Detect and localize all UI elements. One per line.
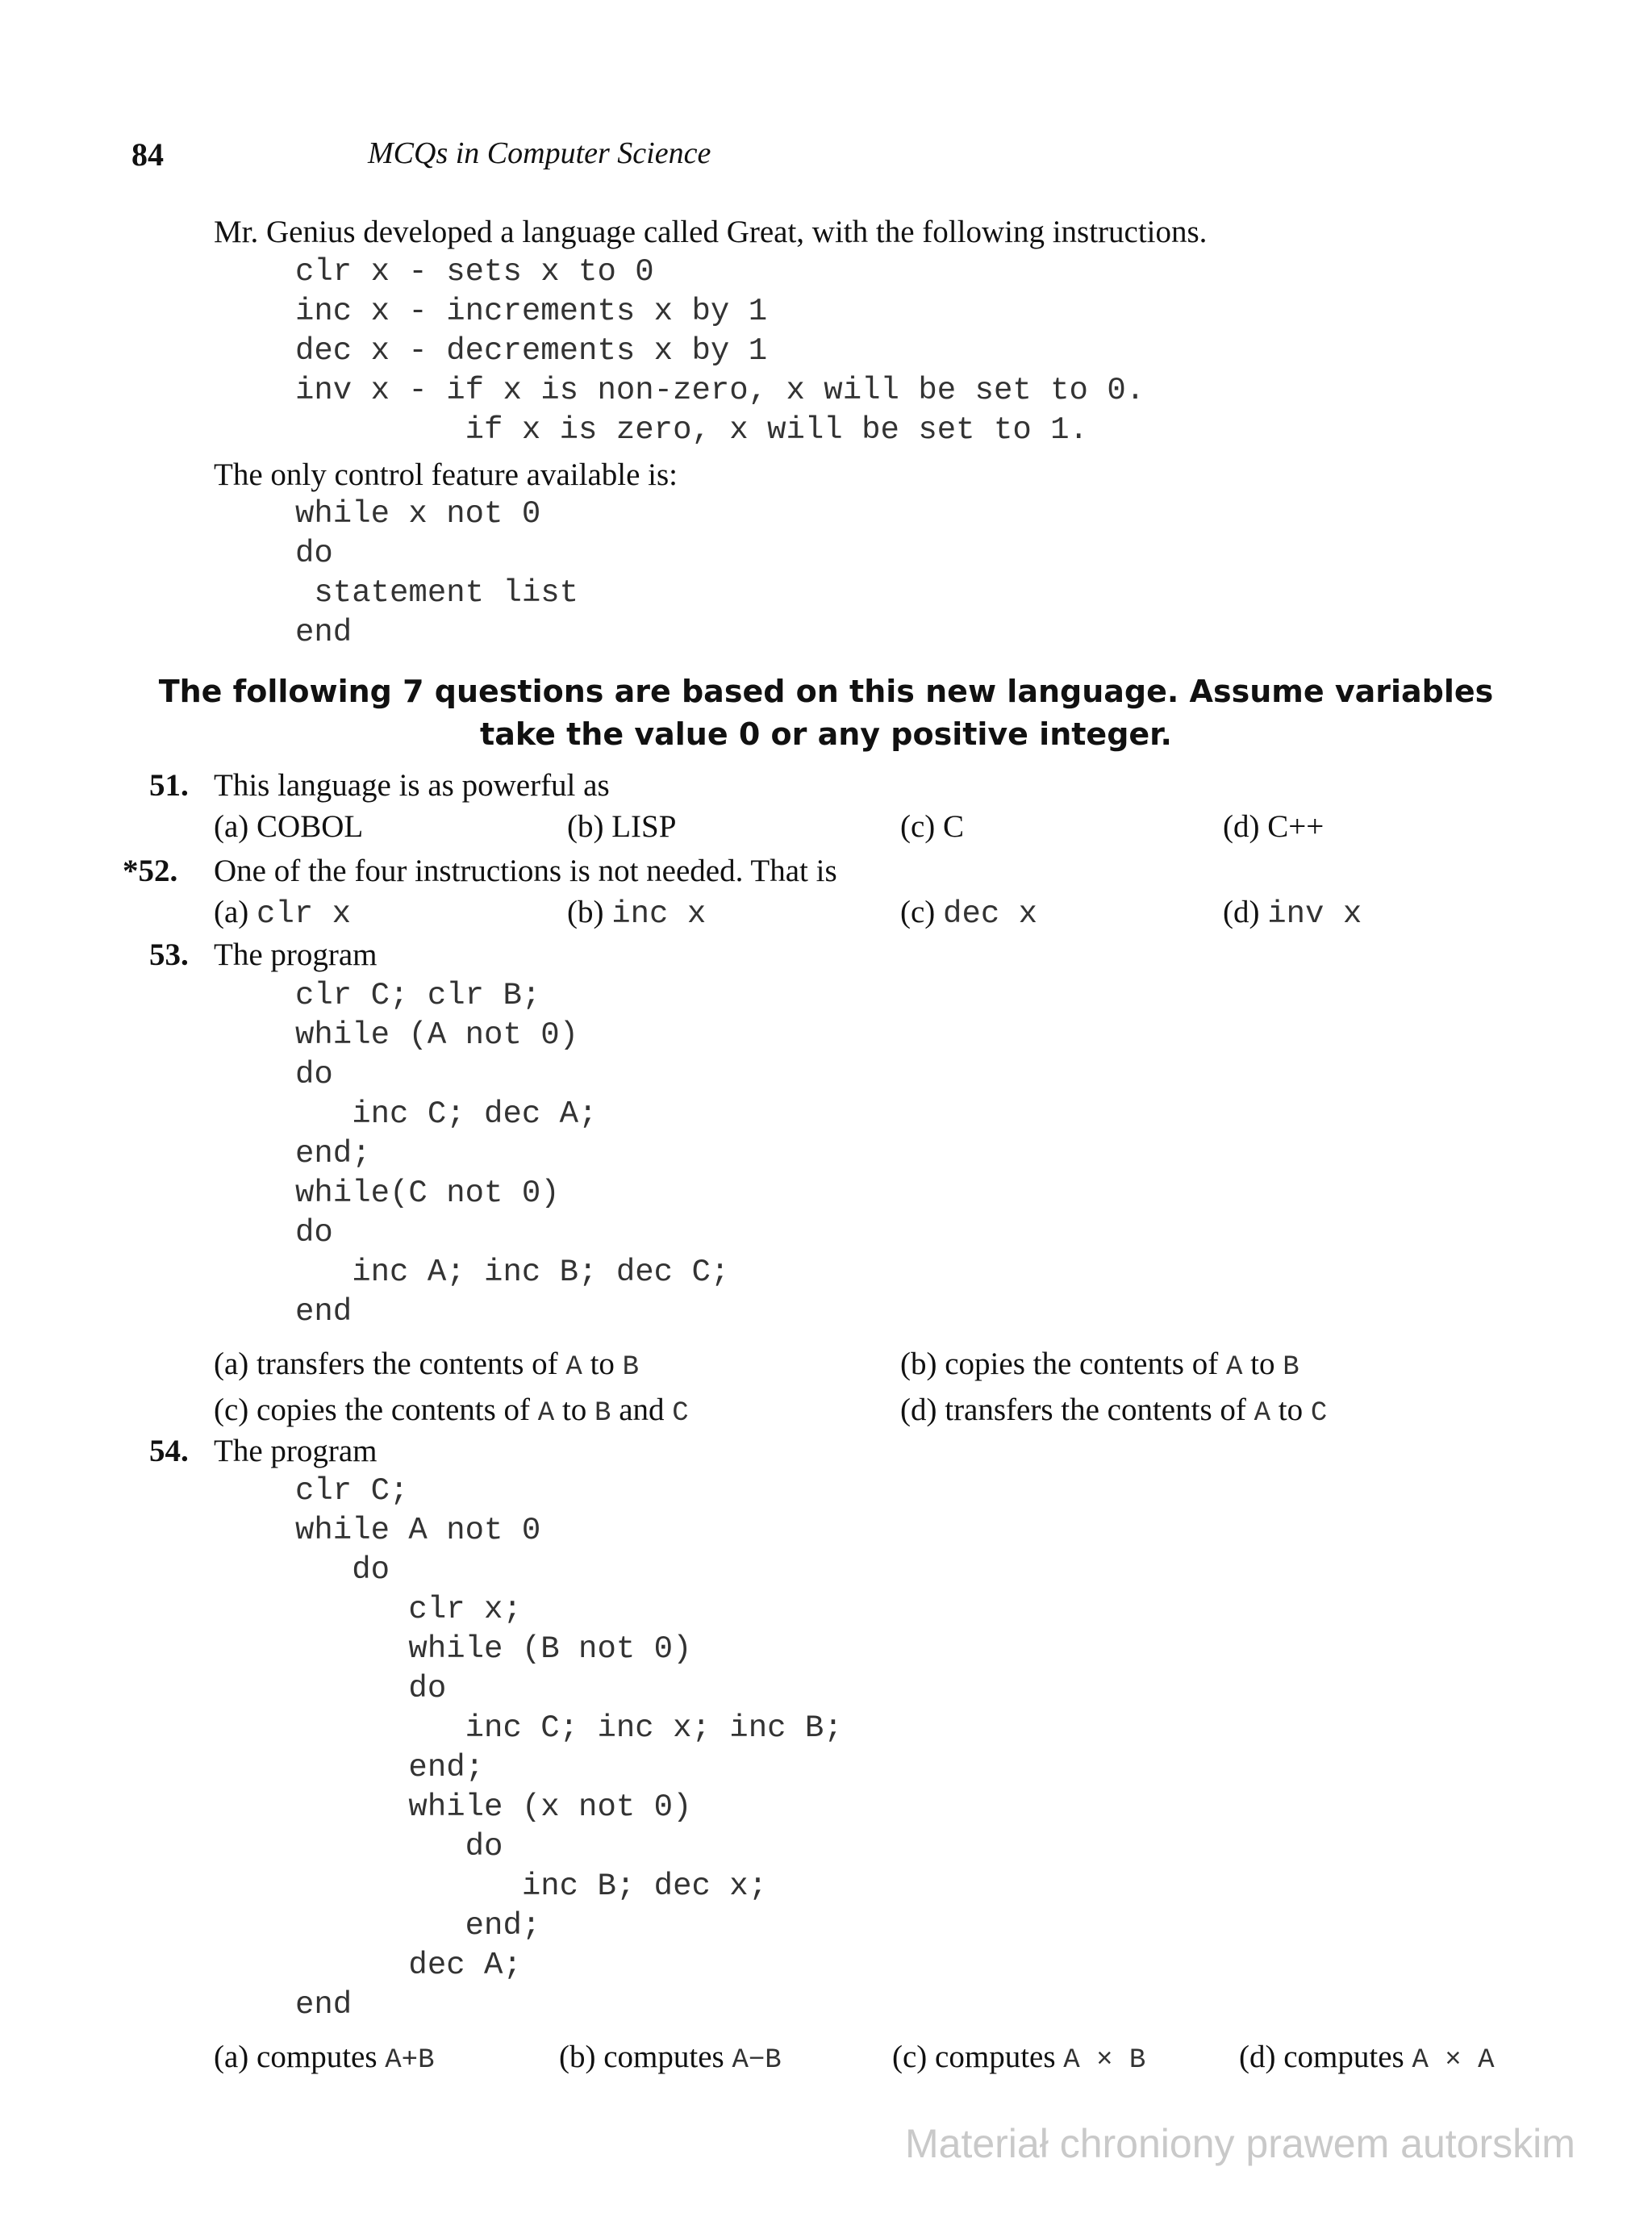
code-line: inc C; dec A; xyxy=(295,1096,598,1132)
option-b: (b) LISP xyxy=(567,809,677,844)
page-number: 84 xyxy=(131,136,164,173)
question-number: 54. xyxy=(149,1434,189,1468)
question-number: 53. xyxy=(149,937,189,972)
option-a: (a) clr x xyxy=(214,895,352,932)
instruction-line: inc x - increments x by 1 xyxy=(295,294,768,329)
section-note-line-2: take the value 0 or any positive integer. xyxy=(480,716,1172,752)
code-line: clr C; xyxy=(295,1473,409,1509)
code-line: while (x not 0) xyxy=(295,1789,692,1825)
option-b: (b) copies the contents of A to B xyxy=(900,1347,1299,1383)
instruction-line: clr x - sets x to 0 xyxy=(295,254,654,290)
code-line: inc C; inc x; inc B; xyxy=(295,1710,843,1746)
option-a: (a) computes A+B xyxy=(214,2040,435,2076)
option-c: (c) copies the contents of A to B and C xyxy=(214,1392,689,1429)
code-line: dec A; xyxy=(295,1948,522,1983)
code-line: end xyxy=(295,615,353,650)
instruction-line: if x is zero, x will be set to 1. xyxy=(295,412,1088,448)
code-line: end; xyxy=(295,1908,541,1944)
intro-text: Mr. Genius developed a language called Great, with the following instructions. xyxy=(214,215,1208,249)
code-line: while A not 0 xyxy=(295,1513,541,1548)
option-d: (d) computes A × A xyxy=(1239,2040,1495,2076)
code-line: clr x; xyxy=(295,1592,522,1627)
question-text: This language is as powerful as xyxy=(214,768,610,803)
code-line: while (A not 0) xyxy=(295,1017,579,1053)
code-line: do xyxy=(295,1829,503,1864)
question-number: 51. xyxy=(149,768,189,803)
question-text: One of the four instructions is not needed. That is xyxy=(214,854,837,888)
code-line: end xyxy=(295,1987,353,2023)
code-line: while (B not 0) xyxy=(295,1631,692,1667)
code-line: end; xyxy=(295,1750,485,1785)
option-b: (b) inc x xyxy=(567,895,707,932)
instruction-line: inv x - if x is non-zero, x will be set to 0. xyxy=(295,373,1145,408)
option-d: (d) inv x xyxy=(1223,895,1362,932)
book-title: MCQs in Computer Science xyxy=(368,136,711,170)
instruction-line: dec x - decrements x by 1 xyxy=(295,333,768,369)
code-line: while x not 0 xyxy=(295,496,541,532)
code-line: do xyxy=(295,1671,447,1706)
question-number: *52. xyxy=(123,854,178,888)
section-note-line-1: The following 7 questions are based on this new language. Assume variables xyxy=(158,674,1494,709)
code-line: do xyxy=(295,1552,390,1588)
copyright-watermark: Materiał chroniony prawem autorskim xyxy=(905,2121,1575,2166)
option-c: (c) computes A × B xyxy=(892,2040,1146,2076)
option-c: (c) C xyxy=(900,809,965,844)
option-a: (a) transfers the contents of A to B xyxy=(214,1347,640,1383)
code-line: inc A; inc B; dec C; xyxy=(295,1255,730,1290)
option-d: (d) C++ xyxy=(1223,809,1325,844)
code-line: do xyxy=(295,536,333,571)
option-d: (d) transfers the contents of A to C xyxy=(900,1392,1328,1429)
code-line: statement list xyxy=(295,575,579,611)
control-text: The only control feature available is: xyxy=(214,457,678,492)
code-line: inc B; dec x; xyxy=(295,1868,768,1904)
option-b: (b) computes A−B xyxy=(559,2040,782,2076)
code-line: end xyxy=(295,1294,353,1330)
code-line: do xyxy=(295,1215,333,1251)
question-text: The program xyxy=(214,1434,378,1468)
code-line: do xyxy=(295,1057,333,1092)
option-a: (a) COBOL xyxy=(214,809,364,844)
code-line: clr C; clr B; xyxy=(295,978,541,1013)
option-c: (c) dec x xyxy=(900,895,1038,932)
question-text: The program xyxy=(214,937,378,972)
code-line: while(C not 0) xyxy=(295,1175,560,1211)
code-line: end; xyxy=(295,1136,371,1171)
